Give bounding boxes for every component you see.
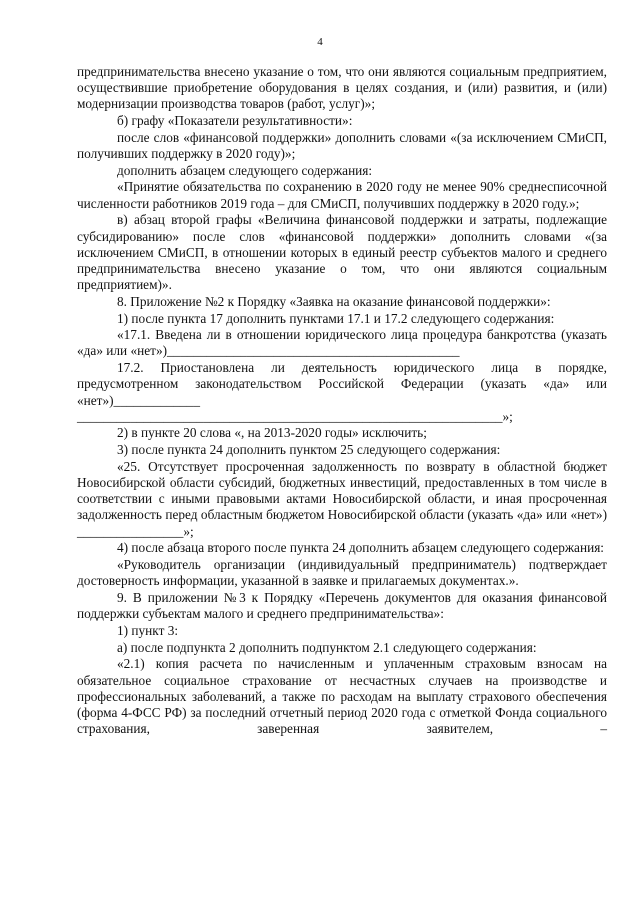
document-body	[77, 64, 607, 738]
paragraph: 3) после пункта 24 дополнить пунктом 25 следующего содержания:	[117, 442, 501, 458]
paragraph: «2.1) копия расчета по начисленным и уплаченным страховым взносам на обязательное социальное страхование от несчастных случаев на производстве и профессиональных заболеваний, а также по расходам на выплату страхового обеспечения (форма 4-ФСС РФ) за последний отчетный период 2020 года с отметкой Фонда социального страхования, заверенная заявителем, –	[77, 656, 607, 737]
paragraph: «25. Отсутствует просроченная задолженность по возврату в областной бюджет Новосибирской области субсидий, бюджетных инвестиций, предоставленных в том числе в соответствии с иными правовыми актами Новосибирской области, и иная просроченная задолженность перед областным бюджетом Новосибирской области (указать «да» или «нет») ________________»;	[77, 458, 607, 539]
paragraph: дополнить абзацем следующего содержания:	[117, 162, 373, 178]
paragraph: «Принятие обязательства по сохранению в 2020 году не менее 90% среднесписочной численности работников 2019 года – для СМиСП, получивших поддержку в 2020 году.»;	[77, 179, 607, 211]
paragraph: 9. В приложении №3 к Порядку «Перечень документов для оказания финансовой поддержки субъектам малого и среднего предпринимательства»:	[77, 590, 607, 622]
paragraph: а) после подпункта 2 дополнить подпунктом 2.1 следующего содержания:	[117, 639, 537, 655]
paragraph: после слов «финансовой поддержки» дополнить словами «(за исключением СМиСП, получивших поддержку в 2020 году)»;	[77, 129, 607, 162]
paragraph: 17.2. Приостановлена ли деятельность юридического лица в порядке, предусмотренном законодательством Российской Федерации (указать «да» или «нет»)_____________ ________________________________________________________________»;	[77, 360, 607, 424]
page-number: 4	[317, 36, 323, 48]
paragraph: б) графу «Показатели результативности»:	[117, 113, 353, 129]
paragraph: в) абзац второй графы «Величина финансовой поддержки и затраты, подлежащие субсидированию» после слов «финансовой поддержки» дополнить словами «(за исключением СМиСП, в отношении которых в единый реестр субъектов малого и среднего предпринимательства внесено указание о том, что они являются социальным предприятием)».	[77, 212, 607, 293]
paragraph: «Руководитель организации (индивидуальный предприниматель) подтверждает достоверность информации, указанной в заявке и прилагаемых документах.».	[77, 557, 607, 589]
paragraph: 8. Приложение №2 к Порядку «Заявка на оказание финансовой поддержки»:	[117, 293, 551, 309]
paragraph: предпринимательства внесено указание о том, что они являются социальным предприятием, осуществившие приобретение оборудования в целях создания, и (или) развития, и (или) модернизации производства товаров (работ, услуг)»;	[77, 64, 607, 112]
paragraph: 1) после пункта 17 дополнить пунктами 17.1 и 17.2 следующего содержания:	[117, 310, 555, 326]
paragraph: 2) в пункте 20 слова «, на 2013-2020 годы» исключить;	[117, 425, 427, 441]
paragraph: 1) пункт 3:	[117, 622, 179, 638]
paragraph: «17.1. Введена ли в отношении юридического лица процедура банкротства (указать «да» или «нет»)____________________________________________	[77, 327, 607, 359]
paragraph: 4) после абзаца второго после пункта 24 дополнить абзацем следующего содержания:	[117, 540, 604, 556]
